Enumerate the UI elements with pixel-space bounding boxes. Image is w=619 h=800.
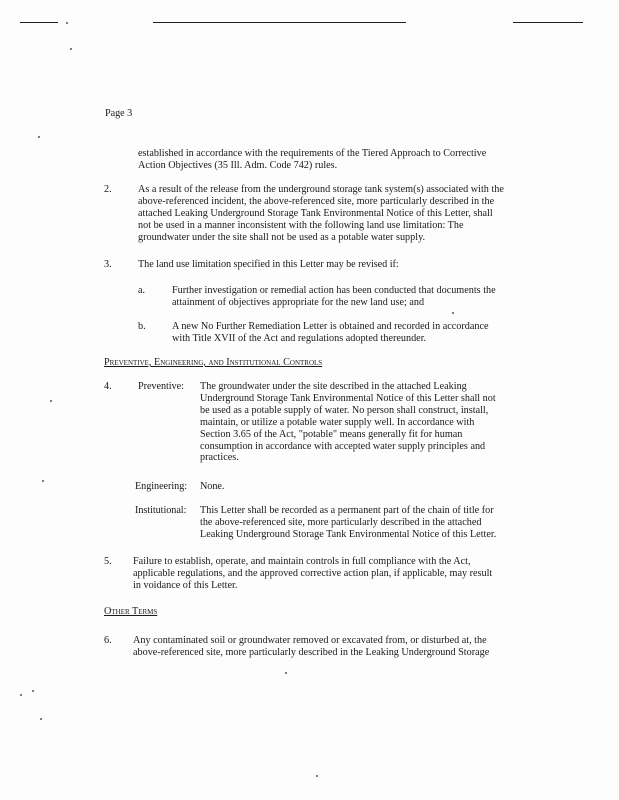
institutional-label: Institutional: bbox=[135, 505, 187, 516]
engineering-text: None. bbox=[200, 481, 225, 492]
item-number: 3. bbox=[104, 259, 112, 270]
item-number: 4. bbox=[104, 381, 112, 392]
text-line: in voidance of this Letter. bbox=[133, 579, 238, 591]
item-number: 6. bbox=[104, 635, 112, 646]
preventive-label: Preventive: bbox=[138, 381, 184, 392]
text-line: above-referenced site, more particularly described in the Leaking Underground Storage bbox=[133, 646, 490, 658]
scan-speck bbox=[70, 48, 72, 50]
scan-speck bbox=[285, 672, 287, 674]
text-line: maintain, or utilize a potable water supply well. In accordance with bbox=[200, 416, 475, 428]
text-line: Action Objectives (35 Ill. Adm. Code 742) rules. bbox=[138, 159, 338, 171]
scan-speck bbox=[452, 312, 454, 314]
page-label: Page 3 bbox=[105, 108, 133, 119]
header-rule-right bbox=[513, 22, 583, 23]
sub-item-label: b. bbox=[138, 321, 146, 332]
text-line: groundwater under the site shall not be used as a potable water supply. bbox=[138, 231, 426, 243]
item-number: 2. bbox=[104, 184, 112, 195]
preventive-paragraph bbox=[200, 381, 496, 464]
item-5-paragraph bbox=[133, 556, 492, 592]
text-line: Section 3.65 of the Act, "potable" means generally fit for human bbox=[200, 428, 463, 440]
scan-speck bbox=[66, 22, 68, 24]
text-line: applicable regulations, and the approved corrective action plan, if applicable, may result bbox=[133, 567, 493, 579]
text-line: above-referenced incident, the above-referenced site, more particularly described in the bbox=[138, 195, 495, 207]
text-line: practices. bbox=[200, 452, 239, 464]
text-line: not be used in a manner inconsistent with the following land use limitation: The bbox=[138, 219, 464, 231]
text-line: established in accordance with the requirements of the Tiered Approach to Corrective bbox=[138, 148, 487, 159]
text-line: attainment of objectives appropriate for the new land use; and bbox=[172, 296, 425, 308]
text-line: be used as a potable supply of water. No person shall construct, install, bbox=[200, 404, 489, 416]
continuation-paragraph bbox=[138, 148, 486, 172]
scan-speck bbox=[316, 775, 318, 777]
text-line: consumption in accordance with accepted water supply principles and bbox=[200, 440, 486, 452]
item-3b-paragraph bbox=[172, 321, 489, 345]
item-2-paragraph bbox=[138, 184, 504, 244]
sub-item-label: a. bbox=[138, 285, 146, 296]
item-6-paragraph bbox=[133, 635, 489, 659]
scan-speck bbox=[42, 480, 44, 482]
section-heading-controls: Preventive, Engineering, and Institutional Controls bbox=[104, 357, 323, 368]
engineering-label: Engineering: bbox=[135, 481, 188, 492]
header-rule-center bbox=[153, 22, 406, 23]
text-line: Any contaminated soil or groundwater removed or excavated from, or disturbed at, the bbox=[133, 635, 487, 646]
text-line: the above-referenced site, more particularly described in the attached bbox=[200, 516, 482, 528]
text-line: As a result of the release from the underground storage tank system(s) associated with the bbox=[138, 184, 504, 195]
scan-speck bbox=[50, 400, 52, 402]
institutional-paragraph bbox=[200, 505, 496, 541]
text-line: Leaking Underground Storage Tank Environmental Notice of this Letter. bbox=[200, 528, 497, 540]
text-line: The groundwater under the site described in the attached Leaking bbox=[200, 381, 467, 392]
text-line: A new No Further Remediation Letter is obtained and recorded in accordance bbox=[172, 321, 489, 332]
item-3-text: The land use limitation specified in this Letter may be revised if: bbox=[138, 259, 399, 270]
text-line: Failure to establish, operate, and maintain controls in full compliance with the Act, bbox=[133, 556, 471, 567]
scan-speck bbox=[32, 690, 34, 692]
text-line: Underground Storage Tank Environmental Notice of this Letter shall not bbox=[200, 392, 496, 404]
section-heading-other-terms: Other Terms bbox=[104, 606, 158, 617]
text-line: attached Leaking Underground Storage Tank Environmental Notice of this Letter, shall bbox=[138, 207, 493, 219]
scan-speck bbox=[40, 718, 42, 720]
text-line: This Letter shall be recorded as a permanent part of the chain of title for bbox=[200, 505, 494, 516]
text-line: Further investigation or remedial action has been conducted that documents the bbox=[172, 285, 496, 296]
scan-speck bbox=[20, 694, 22, 696]
item-3a-paragraph bbox=[172, 285, 496, 309]
scan-speck bbox=[38, 136, 40, 138]
text-line: with Title XVII of the Act and regulations adopted thereunder. bbox=[172, 332, 427, 344]
header-rule-left bbox=[20, 22, 58, 23]
item-number: 5. bbox=[104, 556, 112, 567]
